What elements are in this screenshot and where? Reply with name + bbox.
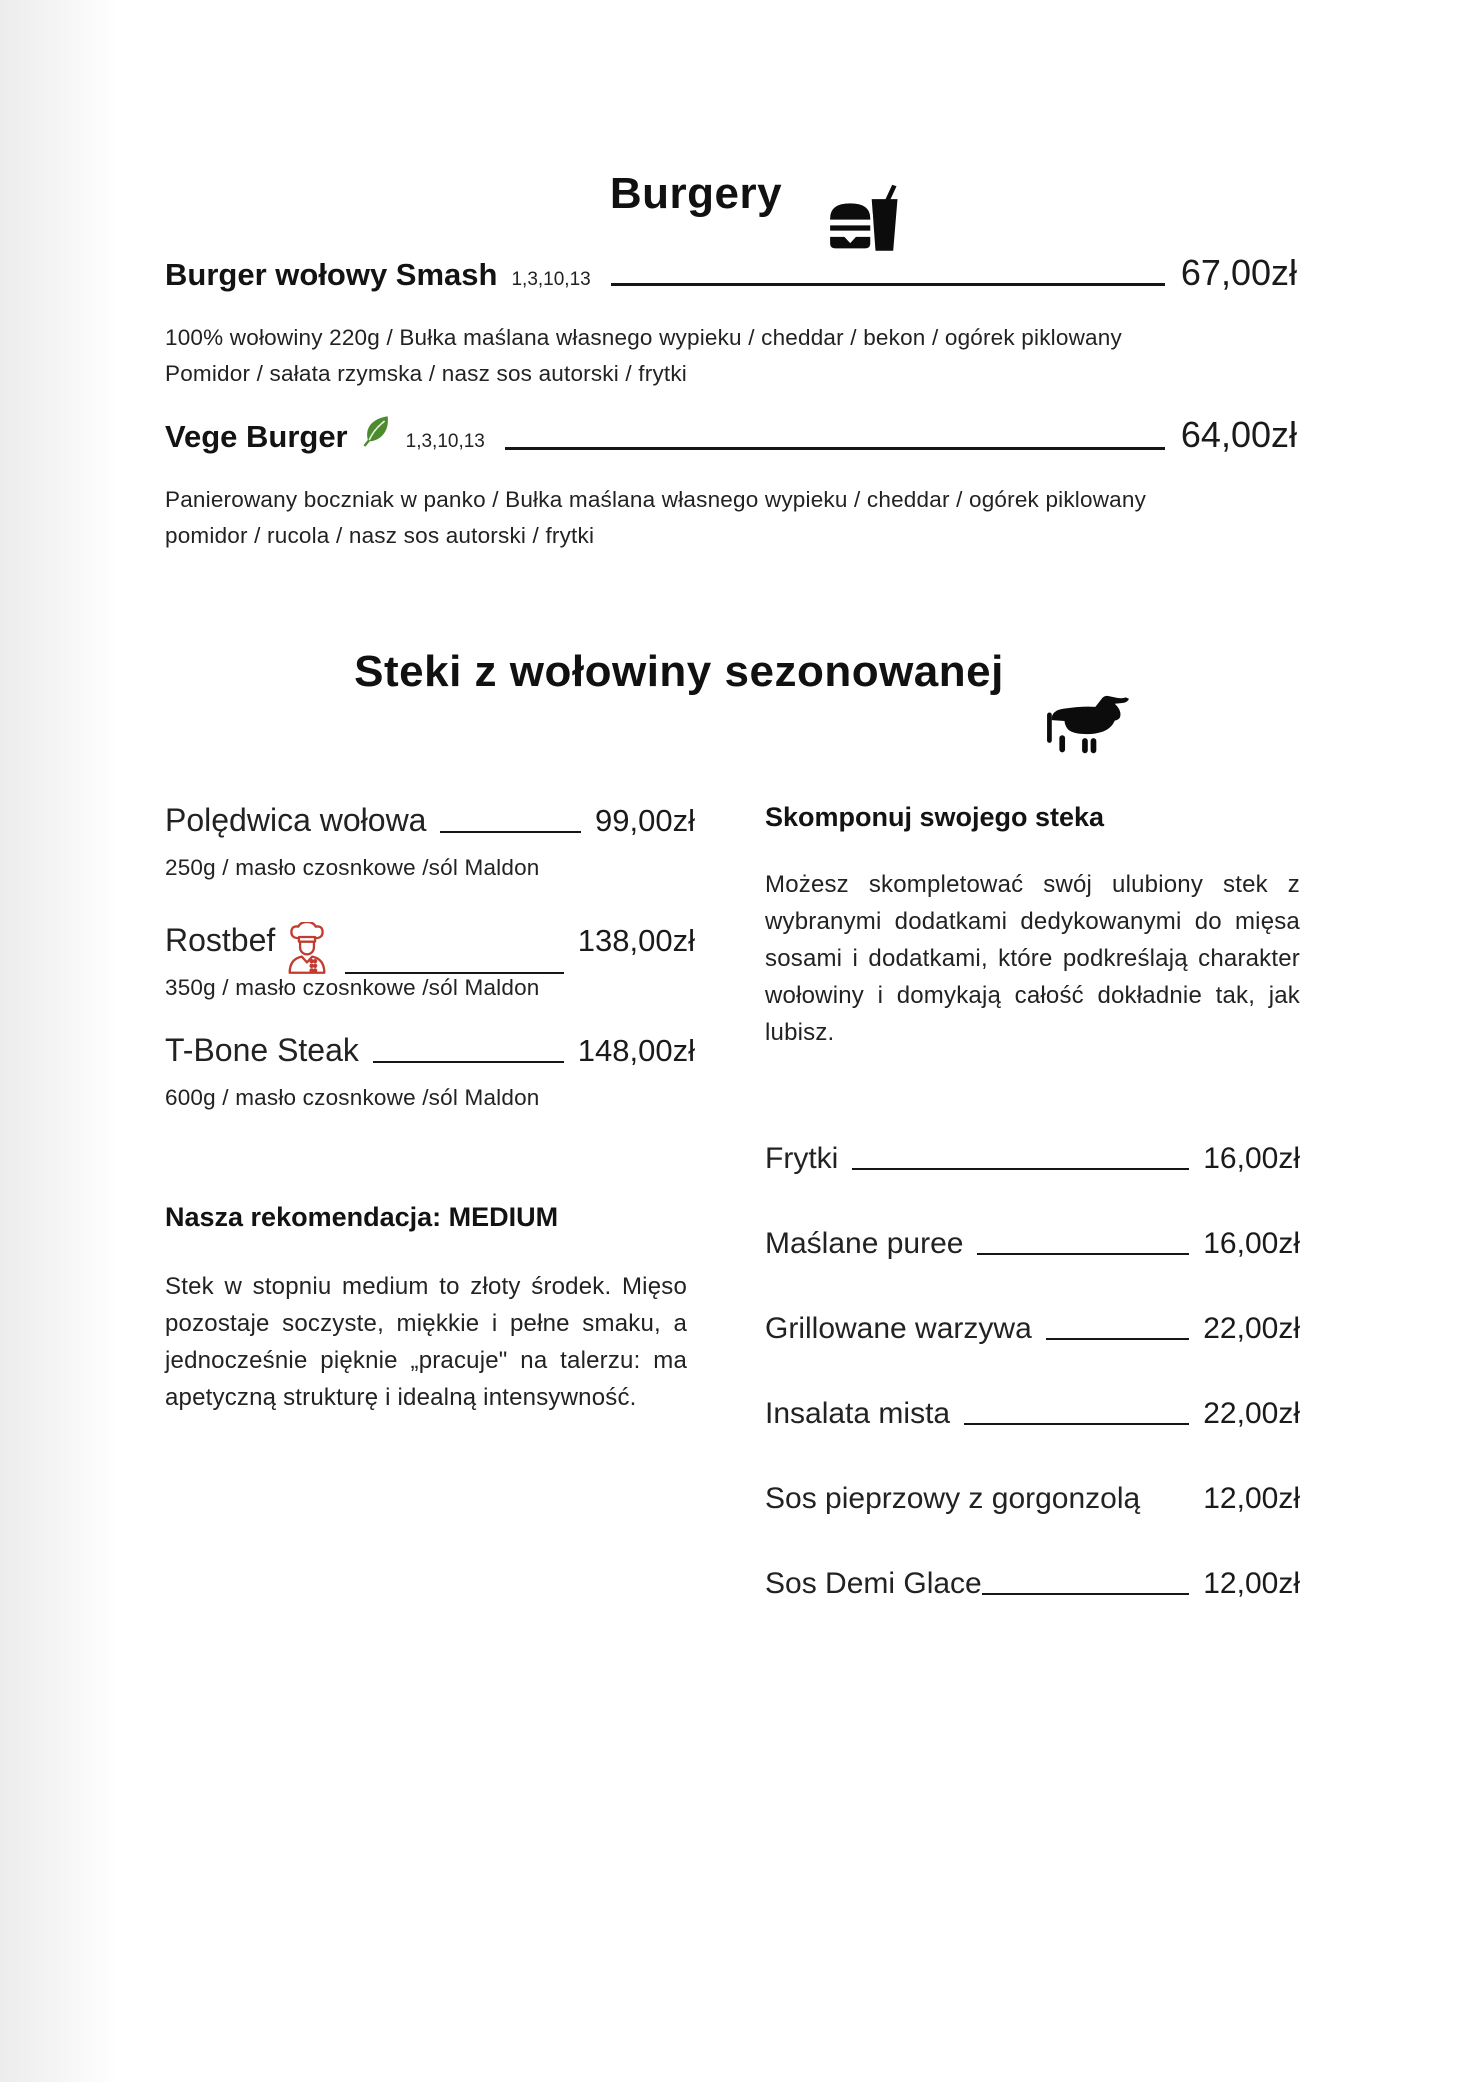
dotted-leader-line: [611, 283, 1165, 286]
recommendation-text: Stek w stopniu medium to złoty środek. Mięso pozostaje soczyste, miękkie i pełne smaku, a jednocześnie pięknie „pracuje" na talerzu: ma apetyczną strukturę i idealną intensywność.: [165, 1273, 687, 1411]
menu-item-tbone-steak: [165, 1032, 695, 1069]
side-name: Maślane puree: [765, 1227, 964, 1260]
item-name: Vege Burger: [165, 419, 348, 454]
steki-section-header: [12, 647, 1462, 758]
item-allergens: 1,3,10,13: [405, 431, 485, 452]
side-price: 12,00zł: [1203, 1482, 1300, 1515]
item-price: 99,00zł: [595, 803, 695, 838]
cow-icon: [1036, 686, 1132, 758]
item-name: Polędwica wołowa: [165, 802, 427, 838]
dotted-leader-line: [852, 1168, 1189, 1170]
item-allergens: 1,3,10,13: [511, 269, 591, 290]
item-description: [165, 320, 1280, 392]
item-name: Burger wołowy Smash: [165, 257, 498, 292]
side-name: Grillowane warzywa: [765, 1312, 1032, 1345]
description-line: pomidor / rucola / nasz sos autorski / frytki: [165, 523, 595, 548]
item-name: Rostbef: [165, 922, 276, 958]
dotted-leader-line: [505, 447, 1165, 450]
side-item-grillowane-warzywa: [765, 1312, 1300, 1346]
side-item-frytki: [765, 1142, 1300, 1176]
description-line: 100% wołowiny 220g / Bułka maślana własnego wypieku / cheddar / bekon / ogórek piklowany: [165, 325, 1122, 350]
side-item-sos-demi-glace: [765, 1567, 1300, 1601]
menu-item-poledwica-wolowa: [165, 802, 695, 839]
dotted-leader-line: [964, 1423, 1189, 1425]
burgery-section-title: Burgery: [609, 169, 783, 218]
page-edge-shadow: [0, 0, 118, 2082]
description-line: Panierowany boczniak w panko / Bułka maślana własnego wypieku / cheddar / ogórek piklowany: [165, 487, 1147, 512]
recommendation-title: Nasza rekomendacja: MEDIUM: [165, 1202, 559, 1232]
dotted-leader-line: [1046, 1338, 1190, 1340]
dotted-leader-line: [373, 1061, 564, 1063]
item-name: T-Bone Steak: [165, 1032, 359, 1068]
side-item-insalata-mista: [765, 1397, 1300, 1431]
compose-text: Możesz skompletować swój ulubiony stek z wybranymi dodatkami dedykowanymi do mięsa sosami i dodatkami, które podkreślają charakter wołowiny i domykają całość dokładnie tak, jak lubisz.: [765, 871, 1300, 1046]
item-price: 64,00zł: [1180, 414, 1297, 455]
side-name: Sos pieprzowy z gorgonzolą: [765, 1482, 1141, 1515]
side-price: 16,00zł: [1203, 1227, 1300, 1260]
dotted-leader-line: [440, 831, 581, 833]
item-price: 67,00zł: [1180, 252, 1297, 293]
compose-title: Skomponuj swojego steka: [765, 802, 1105, 832]
side-item-sos-pieprzowy: [765, 1482, 1300, 1516]
side-price: 12,00zł: [1203, 1567, 1300, 1600]
side-name: Frytki: [765, 1142, 839, 1175]
item-description: 250g / masło czosnkowe /sól Maldon: [165, 855, 540, 880]
menu-item-burger-wolowy-smash: [165, 252, 1297, 294]
item-description: 600g / masło czosnkowe /sól Maldon: [165, 1085, 540, 1110]
item-price: 138,00zł: [577, 923, 695, 958]
item-price: 148,00zł: [577, 1033, 695, 1068]
side-price: 16,00zł: [1203, 1142, 1300, 1175]
description-line: Pomidor / sałata rzymska / nasz sos autorski / frytki: [165, 361, 688, 386]
side-name: Sos Demi Glace: [765, 1567, 982, 1600]
menu-item-vege-burger: [165, 414, 1297, 458]
steki-section-title: Steki z wołowiny sezonowanej: [354, 647, 1004, 696]
dotted-leader-line: [977, 1253, 1189, 1255]
item-description: [165, 482, 1280, 554]
dotted-leader-line: [982, 1593, 1190, 1595]
side-item-maslane-puree: [765, 1227, 1300, 1261]
item-description: 350g / masło czosnkowe /sól Maldon: [165, 975, 540, 1000]
leaf-icon: [360, 414, 392, 446]
side-name: Insalata mista: [765, 1397, 951, 1430]
side-price: 22,00zł: [1203, 1312, 1300, 1345]
side-price: 22,00zł: [1203, 1397, 1300, 1430]
